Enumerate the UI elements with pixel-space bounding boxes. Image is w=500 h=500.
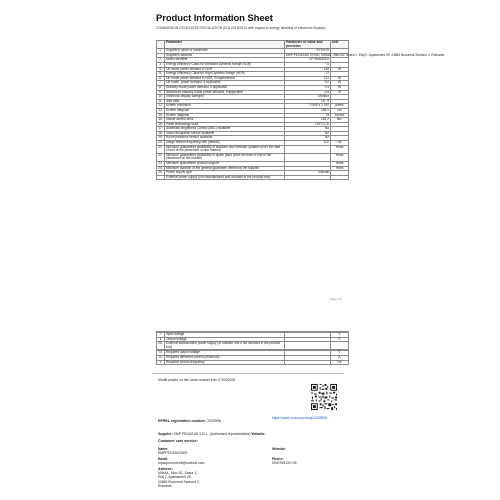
- row-number: 15.: [158, 117, 163, 122]
- row-parameter: Required current frequency: [165, 360, 285, 365]
- row-parameter: Minimum guaranteed availability of software and firmware updates (from the date of end of the placement on the market): [165, 145, 285, 153]
- row-value: [285, 342, 331, 350]
- qr-code-icon: [310, 383, 338, 411]
- row-number: 7.: [157, 81, 165, 86]
- row-number: v: [157, 360, 165, 365]
- website-label: Website:: [272, 447, 287, 451]
- email-value[interactable]: mpsoporcorreo8@outlook.com: [158, 461, 205, 465]
- row-number: 20.: [158, 140, 163, 145]
- row-unit: Hz: [331, 141, 349, 146]
- row-parameter: Energy Efficiency Class for Standard Dynamic Range (SDR): [165, 62, 285, 67]
- row-parameter: Supplier's name or trademark: [165, 49, 285, 54]
- row-unit: inches: [331, 113, 349, 118]
- page-title: Product Information Sheet: [156, 13, 273, 24]
- row-number: 23.: [158, 161, 163, 166]
- phone-label: Phone:: [272, 457, 284, 461]
- table-row: [157, 360, 349, 365]
- row-number: 19.: [158, 135, 163, 140]
- row-value: No: [285, 131, 331, 136]
- row-parameter: External power supply (non-standardised and included in the product box): [165, 175, 285, 180]
- row-number: ii: [157, 337, 165, 342]
- row-number: 14.: [158, 112, 163, 117]
- row-number: iv: [157, 355, 165, 360]
- row-unit: [331, 175, 349, 180]
- row-value: SYLVOX: [285, 49, 331, 54]
- row-parameter: Networked standby mode power demand, if applicable: [165, 90, 285, 95]
- row-parameter: Screen diagonal: [165, 108, 285, 113]
- row-value: EMP PEGASUS EOOD, MIHAIL, Bloc A2, Scara 1, Etaj 2, Apartament 09, 23882 Bucuresti Sectorul 2, Romania: [286, 52, 445, 57]
- row-value: 0,4: [285, 85, 331, 90]
- row-number: 26.: [157, 342, 165, 350]
- row-value: 154,2: [285, 118, 331, 123]
- row-unit: W: [331, 81, 349, 86]
- row-number: i: [157, 333, 165, 338]
- row-number: 16.: [158, 121, 163, 126]
- supplier-line: [158, 432, 266, 436]
- row-number: 21.: [157, 145, 165, 153]
- row-value: No: [285, 127, 331, 132]
- row-unit: W: [331, 90, 349, 95]
- row-value: [285, 175, 331, 180]
- row-parameter: Output voltage: [165, 337, 285, 342]
- row-value: 16 : 9: [285, 99, 331, 104]
- row-parameter: Power supply type: [165, 171, 285, 176]
- row-parameter: Model identifier: [165, 58, 285, 63]
- row-unit: V: [331, 333, 349, 338]
- row-value: CP75AA40EU: [285, 58, 331, 63]
- row-value: 0,0: [285, 81, 331, 86]
- row-number: 24.: [158, 165, 163, 170]
- customer-care-website: [272, 447, 286, 451]
- row-unit: W: [331, 85, 349, 90]
- address-line: MIHAIL, Bloc A2, Scara 1,: [158, 471, 198, 476]
- row-parameter: On mode power demand in HDR, if implemented: [165, 76, 285, 81]
- row-unit: W: [331, 76, 349, 81]
- row-parameter: External standardised power supply (or suitable one if not included in the product box): [165, 342, 285, 350]
- row-parameter: Off mode, power demand, if applicable: [165, 81, 285, 86]
- row-unit: A: [331, 355, 349, 360]
- address-line: Etaj 2, Apartament 09,: [158, 475, 192, 480]
- row-parameter: Standby mode power demand, if applicable: [165, 85, 285, 90]
- row-unit: Years: [331, 145, 349, 153]
- info-sheet-page-2: [152, 330, 352, 500]
- row-parameter: Visible screen area: [165, 118, 285, 123]
- row-number: 22.: [157, 153, 165, 161]
- header-parameter: Parameter: [165, 41, 285, 49]
- row-parameter: Supplier's address: [165, 53, 285, 58]
- row-number: 12.: [158, 103, 163, 108]
- row-number: [157, 175, 165, 180]
- power-supply-table: [156, 331, 349, 365]
- info-sheet-page-1: [152, 10, 445, 310]
- row-value: 120: [285, 141, 331, 146]
- row-parameter: Electronic display category: [165, 95, 285, 100]
- row-parameter: Screen resolution: [165, 104, 285, 109]
- row-number: 18.: [158, 130, 163, 135]
- row-parameter: Size ratio: [165, 99, 285, 104]
- row-number: 5.: [157, 72, 165, 77]
- row-value: G: [285, 62, 331, 67]
- row-value: G: [285, 72, 331, 77]
- row-value: [285, 360, 331, 365]
- row-unit: cm: [331, 108, 349, 113]
- row-value: LED LCD: [285, 122, 331, 127]
- row-number: iii: [157, 351, 165, 356]
- supplier-website-label: Website:: [251, 432, 266, 436]
- row-parameter: Minimum duration of the general guarantee offered by the supplier: [165, 166, 285, 171]
- market-notice: Model placed on the Union market from 07/03/2025: [158, 378, 236, 382]
- row-unit: Years: [331, 153, 349, 161]
- eprel-link[interactable]: https://eprel.ec.europa.eu/qr/2329596: [272, 416, 327, 420]
- row-parameter: Required delivered current (minimum): [165, 355, 285, 360]
- row-value: 75: [285, 113, 331, 118]
- parameters-table: [156, 40, 445, 180]
- row-value: 135: [285, 67, 331, 72]
- row-value: Internal: [285, 171, 331, 176]
- supplier-label: Supplier:: [158, 432, 173, 436]
- row-number: 13.: [158, 107, 163, 112]
- row-parameter: Energy Efficiency Class for High Dynamic Range (HDR): [165, 72, 285, 77]
- row-value: 189,0: [285, 108, 331, 113]
- address-label: Address:: [158, 467, 173, 471]
- row-number: 8.: [157, 85, 165, 90]
- row-unit: W: [331, 67, 349, 72]
- row-unit: Hz: [331, 360, 349, 365]
- row-number: 2.: [157, 58, 165, 63]
- row-value: No: [285, 136, 331, 141]
- row-parameter: Screen diagonal: [165, 113, 285, 118]
- header-value: Parameter or value and precision: [285, 41, 331, 49]
- customer-care-heading: Customer care service:: [158, 439, 198, 443]
- row-number: 11.: [158, 98, 163, 103]
- row-number: 9.: [157, 90, 165, 95]
- row-parameter: On mode power demand in SDR: [165, 67, 285, 72]
- row-number: 6.: [157, 76, 165, 81]
- row-number: 25.: [158, 170, 163, 175]
- row-value: Monitor: [285, 95, 331, 100]
- row-unit: V: [331, 337, 349, 342]
- table-row: [157, 342, 349, 350]
- phone-value: 0040768131745: [272, 461, 297, 465]
- row-value: 0,5: [285, 90, 331, 95]
- row-value: 211: [285, 76, 331, 81]
- row-value: 3 840 x 2 160: [285, 104, 331, 109]
- row-unit: [331, 342, 349, 350]
- name-label: Name:: [158, 447, 169, 451]
- customer-care-name: [158, 447, 187, 455]
- row-value: [285, 153, 331, 161]
- row-parameter: Image refresh frequency rate (default): [165, 141, 285, 146]
- page-number: Page 1/2: [330, 297, 343, 301]
- row-number: 1.: [157, 49, 165, 54]
- row-number: 10.: [158, 94, 163, 99]
- row-parameter: Input voltage: [165, 333, 285, 338]
- header-unit: Unit: [331, 41, 349, 49]
- row-number: 17.: [158, 126, 163, 131]
- row-unit: Years: [331, 162, 349, 167]
- eprel-registration: [158, 419, 221, 423]
- customer-care-phone: [272, 457, 297, 465]
- row-parameter: Panel technology used: [165, 122, 285, 127]
- address-line: Romania: [158, 483, 172, 488]
- table-row: [157, 175, 349, 180]
- row-unit: dm²: [331, 118, 349, 123]
- row-unit: Years: [331, 166, 349, 171]
- row-unit: V: [331, 351, 349, 356]
- row-number: 3.: [157, 62, 165, 67]
- row-number: 4.: [157, 67, 165, 72]
- address-line: 23882 Bucuresti Sectorul 2,: [158, 479, 200, 484]
- row-parameter: Minimum guaranteed product support: [165, 162, 285, 167]
- row-unit: pixels: [331, 104, 349, 109]
- supplier-value: EMP PEGASUS S.R.L. (Authorised representative): [173, 432, 251, 436]
- row-value: [285, 145, 331, 153]
- customer-care-email: [158, 457, 204, 465]
- eprel-label: EPREL registration number:: [158, 419, 207, 423]
- row-parameter: Room presence sensor available: [165, 136, 285, 141]
- regulation-subtitle: COMMISSION DELEGATED REGULATION (EU) 2019/2013 with regard to energy labelling of electronic displays: [156, 26, 326, 30]
- customer-care-address: [158, 467, 200, 488]
- row-parameter: Voice recognition sensor available: [165, 131, 285, 136]
- email-label: Email:: [158, 457, 169, 461]
- name-value: EMPPEGASUS000: [158, 451, 188, 455]
- row-parameter: Minimum guaranteed availability of spare parts (from the date of end of the placement on the market): [165, 153, 285, 161]
- row-parameter: Automatic Brightness Control (ABC) available: [165, 127, 285, 132]
- eprel-number: 2329596: [207, 419, 222, 423]
- row-parameter: Required output voltage: [165, 351, 285, 356]
